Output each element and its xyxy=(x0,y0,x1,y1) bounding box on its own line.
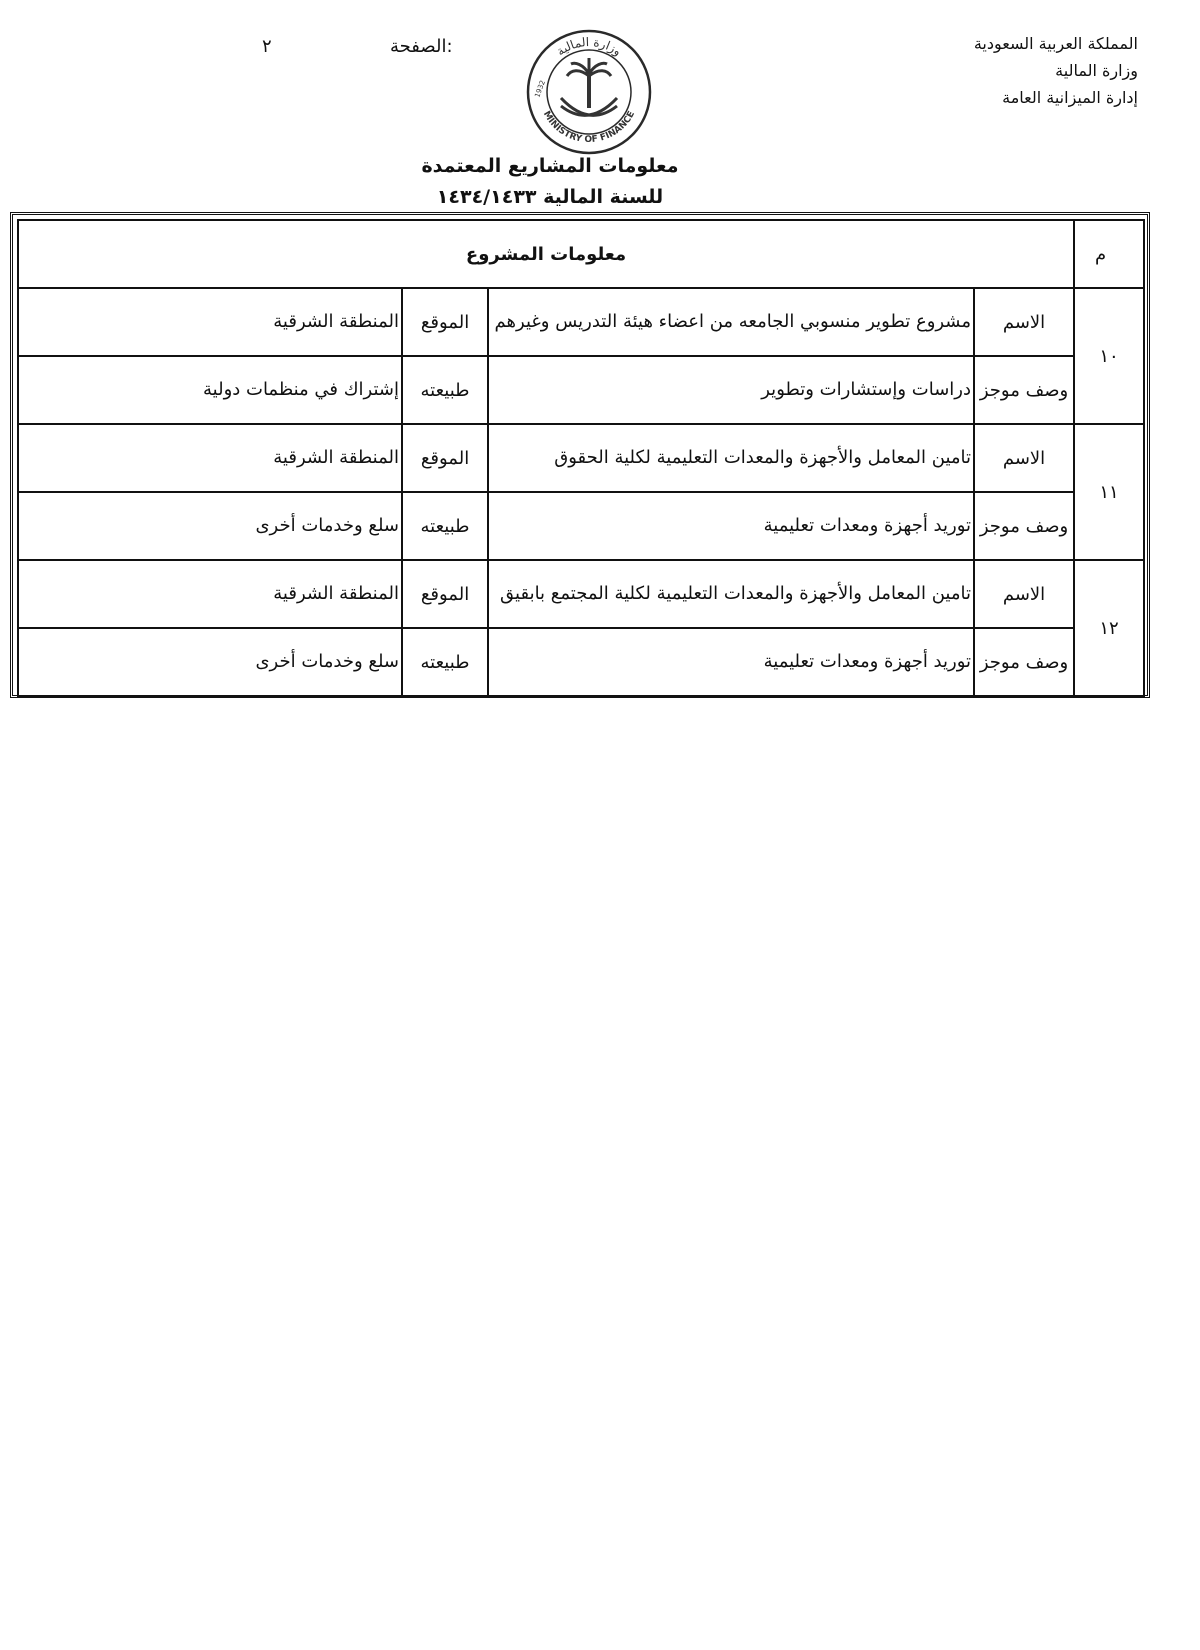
description-label: وصف موجز xyxy=(974,356,1074,424)
location-label: الموقع xyxy=(402,560,488,628)
name-label: الاسم xyxy=(974,288,1074,356)
letterhead-kingdom: المملكة العربية السعودية xyxy=(973,34,1138,53)
description-label: وصف موجز xyxy=(974,628,1074,696)
fiscal-year: للسنة المالية ١٤٣٤/١٤٣٣ xyxy=(436,186,664,208)
nature-label: طبيعته xyxy=(402,356,488,424)
table-row xyxy=(18,356,1144,424)
name-label: الاسم xyxy=(974,424,1074,492)
nature-label: طبيعته xyxy=(402,492,488,560)
letterhead xyxy=(920,30,1138,111)
description-label: وصف موجز xyxy=(974,492,1074,560)
table-row xyxy=(18,560,1144,628)
location-label: الموقع xyxy=(402,288,488,356)
table-header-row xyxy=(18,220,1144,288)
project-nature: سلع وخدمات أخرى xyxy=(18,628,402,696)
project-number: ١١ xyxy=(1074,424,1144,560)
project-location: المنطقة الشرقية xyxy=(18,424,402,492)
project-name: مشروع تطوير منسوبي الجامعه من اعضاء هيئة التدريس وغيرهم xyxy=(488,288,974,356)
name-label: الاسم xyxy=(974,560,1074,628)
project-description: دراسات وإستشارات وتطوير xyxy=(488,356,974,424)
project-description: توريد أجهزة ومعدات تعليمية xyxy=(488,492,974,560)
project-info-header: معلومات المشروع xyxy=(18,220,1074,288)
letterhead-ministry: وزارة المالية xyxy=(1055,61,1138,80)
svg-text:وزارة المالية xyxy=(554,35,624,59)
page-label: الصفحة: xyxy=(390,36,453,57)
project-name: تامين المعامل والأجهزة والمعدات التعليمية لكلية المجتمع بابقيق xyxy=(488,560,974,628)
ministry-of-finance-logo xyxy=(525,28,653,156)
table-row xyxy=(18,424,1144,492)
location-label: الموقع xyxy=(402,424,488,492)
nature-label: طبيعته xyxy=(402,628,488,696)
logo-english-text: MINISTRY OF FINANCE xyxy=(540,109,638,146)
letterhead-department: إدارة الميزانية العامة xyxy=(1002,88,1138,107)
logo-year: 1932 xyxy=(533,79,547,99)
table-row xyxy=(18,288,1144,356)
table-row xyxy=(18,492,1144,560)
project-number: ١٠ xyxy=(1074,288,1144,424)
page-number: ٢ xyxy=(262,36,272,57)
project-location: المنطقة الشرقية xyxy=(18,288,402,356)
project-description: توريد أجهزة ومعدات تعليمية xyxy=(488,628,974,696)
projects-table xyxy=(10,212,1150,698)
project-nature: إشتراك في منظمات دولية xyxy=(18,356,402,424)
document-title: معلومات المشاريع المعتمدة xyxy=(421,155,679,177)
project-name: تامين المعامل والأجهزة والمعدات التعليمية لكلية الحقوق xyxy=(488,424,974,492)
project-nature: سلع وخدمات أخرى xyxy=(18,492,402,560)
table-row xyxy=(18,628,1144,696)
project-number: ١٢ xyxy=(1074,560,1144,696)
index-header: م xyxy=(1074,220,1144,288)
logo-arabic-text: وزارة المالية xyxy=(553,34,625,59)
project-location: المنطقة الشرقية xyxy=(18,560,402,628)
